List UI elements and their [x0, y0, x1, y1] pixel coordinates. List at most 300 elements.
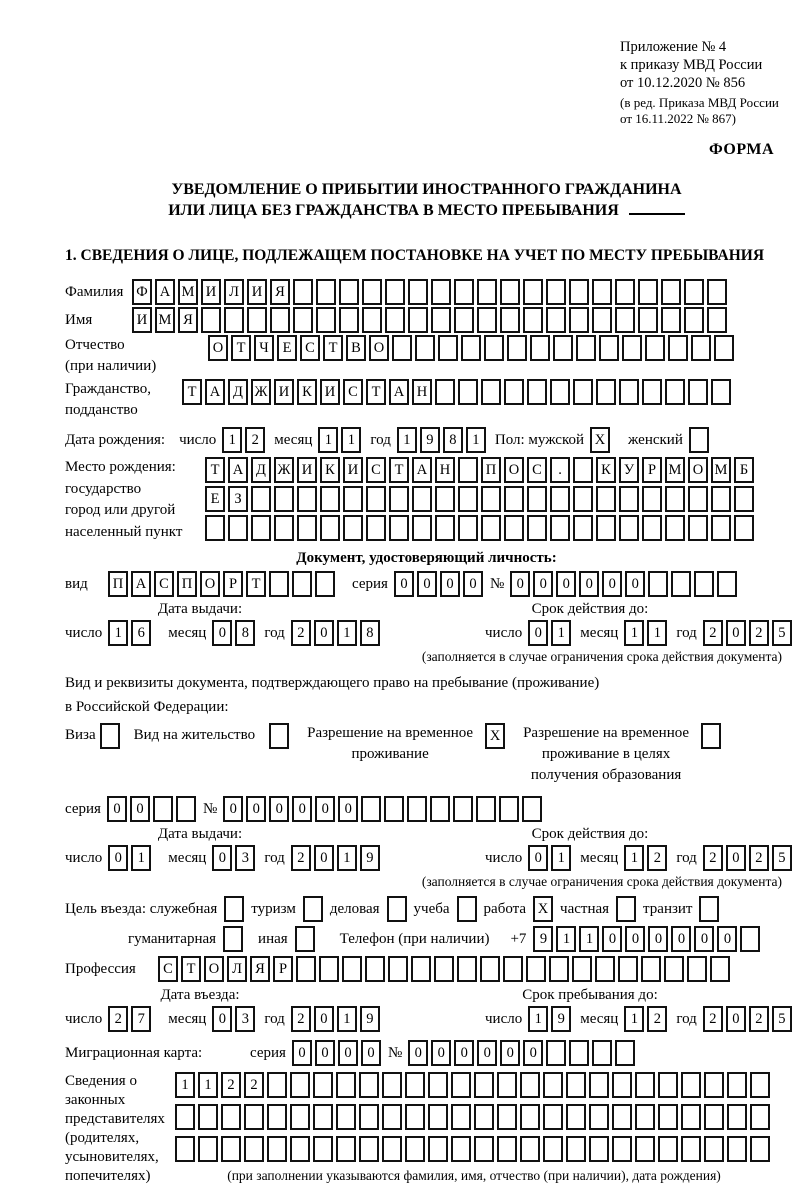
- char-box[interactable]: 0: [130, 796, 150, 822]
- char-box[interactable]: [474, 1104, 494, 1130]
- stay-day-input[interactable]: [528, 1006, 574, 1032]
- checkbox-female[interactable]: [689, 427, 709, 453]
- char-box[interactable]: [684, 307, 704, 333]
- stay-year-input[interactable]: [703, 1006, 795, 1032]
- char-box[interactable]: 1: [175, 1072, 195, 1098]
- char-box[interactable]: [710, 956, 730, 982]
- char-box[interactable]: [543, 1136, 563, 1162]
- char-box[interactable]: Б: [734, 457, 754, 483]
- char-box[interactable]: 1: [528, 1006, 548, 1032]
- char-box[interactable]: 8: [235, 620, 255, 646]
- char-box[interactable]: 6: [131, 620, 151, 646]
- char-box[interactable]: [405, 1136, 425, 1162]
- char-box[interactable]: [707, 307, 727, 333]
- char-box[interactable]: О: [504, 457, 524, 483]
- char-box[interactable]: [711, 515, 731, 541]
- char-box[interactable]: [461, 335, 481, 361]
- entry-month-input[interactable]: [212, 1006, 258, 1032]
- birth-place-input-3[interactable]: [205, 515, 757, 541]
- doc-valid-month-input[interactable]: [624, 620, 670, 646]
- char-box[interactable]: 0: [625, 571, 645, 597]
- char-box[interactable]: С: [300, 335, 320, 361]
- char-box[interactable]: [500, 307, 520, 333]
- char-box[interactable]: 0: [528, 620, 548, 646]
- char-box[interactable]: 7: [131, 1006, 151, 1032]
- char-box[interactable]: 0: [108, 845, 128, 871]
- stay-month-input[interactable]: [624, 1006, 670, 1032]
- char-box[interactable]: Т: [181, 956, 201, 982]
- char-box[interactable]: 1: [337, 845, 357, 871]
- char-box[interactable]: Е: [277, 335, 297, 361]
- char-box[interactable]: [293, 307, 313, 333]
- char-box[interactable]: 0: [223, 796, 243, 822]
- char-box[interactable]: [527, 486, 547, 512]
- char-box[interactable]: 9: [420, 427, 440, 453]
- char-box[interactable]: [269, 571, 289, 597]
- char-box[interactable]: 0: [212, 620, 232, 646]
- char-box[interactable]: 2: [749, 1006, 769, 1032]
- char-box[interactable]: 0: [726, 1006, 746, 1032]
- char-box[interactable]: [336, 1136, 356, 1162]
- char-box[interactable]: [412, 486, 432, 512]
- char-box[interactable]: 1: [318, 427, 338, 453]
- char-box[interactable]: Я: [250, 956, 270, 982]
- char-box[interactable]: [527, 515, 547, 541]
- char-box[interactable]: [198, 1104, 218, 1130]
- char-box[interactable]: [497, 1072, 517, 1098]
- char-box[interactable]: [247, 307, 267, 333]
- char-box[interactable]: 1: [337, 620, 357, 646]
- char-box[interactable]: А: [131, 571, 151, 597]
- char-box[interactable]: 0: [454, 1040, 474, 1066]
- char-box[interactable]: [671, 571, 691, 597]
- char-box[interactable]: 0: [500, 1040, 520, 1066]
- doc-issue-day-input[interactable]: [108, 620, 154, 646]
- char-box[interactable]: И: [132, 307, 152, 333]
- surname-input[interactable]: [132, 279, 730, 305]
- char-box[interactable]: 1: [198, 1072, 218, 1098]
- char-box[interactable]: .: [550, 457, 570, 483]
- char-box[interactable]: [339, 279, 359, 305]
- char-box[interactable]: [407, 796, 427, 822]
- char-box[interactable]: И: [201, 279, 221, 305]
- char-box[interactable]: [477, 279, 497, 305]
- char-box[interactable]: 8: [360, 620, 380, 646]
- char-box[interactable]: Л: [224, 279, 244, 305]
- char-box[interactable]: Н: [435, 457, 455, 483]
- char-box[interactable]: [438, 335, 458, 361]
- char-box[interactable]: [405, 1072, 425, 1098]
- char-box[interactable]: [543, 1072, 563, 1098]
- char-box[interactable]: 0: [292, 796, 312, 822]
- char-box[interactable]: 0: [431, 1040, 451, 1066]
- char-box[interactable]: 1: [337, 1006, 357, 1032]
- char-box[interactable]: 0: [463, 571, 483, 597]
- char-box[interactable]: [428, 1104, 448, 1130]
- char-box[interactable]: 0: [107, 796, 127, 822]
- profession-input[interactable]: [158, 956, 733, 982]
- checkbox-transit[interactable]: [699, 896, 719, 922]
- char-box[interactable]: Р: [223, 571, 243, 597]
- checkbox-other[interactable]: [295, 926, 315, 952]
- char-box[interactable]: [385, 307, 405, 333]
- char-box[interactable]: 0: [510, 571, 530, 597]
- char-box[interactable]: З: [228, 486, 248, 512]
- char-box[interactable]: Ф: [132, 279, 152, 305]
- char-box[interactable]: У: [619, 457, 639, 483]
- char-box[interactable]: 0: [556, 571, 576, 597]
- char-box[interactable]: [619, 515, 639, 541]
- char-box[interactable]: 2: [244, 1072, 264, 1098]
- char-box[interactable]: [592, 307, 612, 333]
- char-box[interactable]: [691, 335, 711, 361]
- char-box[interactable]: [481, 486, 501, 512]
- char-box[interactable]: С: [343, 379, 363, 405]
- char-box[interactable]: 0: [315, 796, 335, 822]
- char-box[interactable]: 1: [466, 427, 486, 453]
- char-box[interactable]: [612, 1136, 632, 1162]
- char-box[interactable]: Р: [273, 956, 293, 982]
- char-box[interactable]: [520, 1136, 540, 1162]
- char-box[interactable]: [292, 571, 312, 597]
- char-box[interactable]: 9: [533, 926, 553, 952]
- char-box[interactable]: [274, 515, 294, 541]
- char-box[interactable]: [497, 1136, 517, 1162]
- char-box[interactable]: [707, 279, 727, 305]
- birth-place-input-2[interactable]: [205, 486, 757, 512]
- doc-valid-year-input[interactable]: [703, 620, 795, 646]
- char-box[interactable]: [451, 1136, 471, 1162]
- char-box[interactable]: [389, 515, 409, 541]
- char-box[interactable]: [573, 486, 593, 512]
- char-box[interactable]: [589, 1104, 609, 1130]
- char-box[interactable]: [451, 1104, 471, 1130]
- res-issue-year-input[interactable]: [291, 845, 383, 871]
- char-box[interactable]: [415, 335, 435, 361]
- char-box[interactable]: [704, 1104, 724, 1130]
- char-box[interactable]: [566, 1136, 586, 1162]
- char-box[interactable]: [734, 515, 754, 541]
- char-box[interactable]: [251, 515, 271, 541]
- char-box[interactable]: [507, 335, 527, 361]
- char-box[interactable]: Т: [182, 379, 202, 405]
- doc-number-input[interactable]: [510, 571, 740, 597]
- char-box[interactable]: [251, 486, 271, 512]
- checkbox-business[interactable]: [387, 896, 407, 922]
- char-box[interactable]: [336, 1104, 356, 1130]
- char-box[interactable]: [569, 279, 589, 305]
- char-box[interactable]: [635, 1104, 655, 1130]
- char-box[interactable]: [727, 1136, 747, 1162]
- char-box[interactable]: Т: [205, 457, 225, 483]
- char-box[interactable]: [550, 515, 570, 541]
- char-box[interactable]: Л: [227, 956, 247, 982]
- char-box[interactable]: П: [481, 457, 501, 483]
- char-box[interactable]: Р: [642, 457, 662, 483]
- char-box[interactable]: 2: [245, 427, 265, 453]
- char-box[interactable]: 5: [772, 1006, 792, 1032]
- char-box[interactable]: 0: [338, 1040, 358, 1066]
- char-box[interactable]: [688, 379, 708, 405]
- char-box[interactable]: 0: [212, 1006, 232, 1032]
- char-box[interactable]: [589, 1072, 609, 1098]
- char-box[interactable]: [244, 1136, 264, 1162]
- char-box[interactable]: [612, 1072, 632, 1098]
- char-box[interactable]: [569, 307, 589, 333]
- char-box[interactable]: [615, 1040, 635, 1066]
- char-box[interactable]: [175, 1104, 195, 1130]
- char-box[interactable]: 0: [292, 1040, 312, 1066]
- char-box[interactable]: [681, 1072, 701, 1098]
- char-box[interactable]: [453, 796, 473, 822]
- char-box[interactable]: 1: [624, 845, 644, 871]
- char-box[interactable]: [573, 515, 593, 541]
- char-box[interactable]: [589, 1136, 609, 1162]
- res-valid-day-input[interactable]: [528, 845, 574, 871]
- char-box[interactable]: [477, 307, 497, 333]
- char-box[interactable]: [359, 1072, 379, 1098]
- char-box[interactable]: [549, 956, 569, 982]
- checkbox-tourism[interactable]: [303, 896, 323, 922]
- birth-month-input[interactable]: [318, 427, 364, 453]
- citizenship-input[interactable]: [182, 379, 734, 405]
- representatives-input-3[interactable]: [175, 1136, 773, 1162]
- char-box[interactable]: 1: [551, 845, 571, 871]
- char-box[interactable]: [592, 1040, 612, 1066]
- char-box[interactable]: [727, 1104, 747, 1130]
- char-box[interactable]: [635, 1136, 655, 1162]
- char-box[interactable]: О: [200, 571, 220, 597]
- char-box[interactable]: [658, 1072, 678, 1098]
- char-box[interactable]: [694, 571, 714, 597]
- char-box[interactable]: [573, 457, 593, 483]
- char-box[interactable]: [704, 1136, 724, 1162]
- char-box[interactable]: [704, 1072, 724, 1098]
- char-box[interactable]: М: [178, 279, 198, 305]
- char-box[interactable]: [454, 307, 474, 333]
- char-box[interactable]: М: [665, 457, 685, 483]
- char-box[interactable]: 0: [314, 1006, 334, 1032]
- char-box[interactable]: 0: [726, 620, 746, 646]
- char-box[interactable]: И: [274, 379, 294, 405]
- char-box[interactable]: [221, 1136, 241, 1162]
- char-box[interactable]: 0: [671, 926, 691, 952]
- char-box[interactable]: [717, 571, 737, 597]
- char-box[interactable]: [550, 486, 570, 512]
- char-box[interactable]: [711, 379, 731, 405]
- char-box[interactable]: [688, 486, 708, 512]
- char-box[interactable]: [313, 1104, 333, 1130]
- char-box[interactable]: К: [297, 379, 317, 405]
- char-box[interactable]: [315, 571, 335, 597]
- char-box[interactable]: [224, 307, 244, 333]
- char-box[interactable]: И: [320, 379, 340, 405]
- char-box[interactable]: Ч: [254, 335, 274, 361]
- char-box[interactable]: [484, 335, 504, 361]
- char-box[interactable]: [635, 1072, 655, 1098]
- char-box[interactable]: [618, 956, 638, 982]
- char-box[interactable]: [435, 379, 455, 405]
- char-box[interactable]: [642, 515, 662, 541]
- char-box[interactable]: [572, 956, 592, 982]
- char-box[interactable]: [316, 279, 336, 305]
- char-box[interactable]: 1: [341, 427, 361, 453]
- char-box[interactable]: [664, 956, 684, 982]
- char-box[interactable]: 2: [108, 1006, 128, 1032]
- char-box[interactable]: 0: [648, 926, 668, 952]
- char-box[interactable]: Д: [251, 457, 271, 483]
- char-box[interactable]: [296, 956, 316, 982]
- char-box[interactable]: [405, 1104, 425, 1130]
- char-box[interactable]: [431, 307, 451, 333]
- char-box[interactable]: 0: [523, 1040, 543, 1066]
- char-box[interactable]: 1: [108, 620, 128, 646]
- char-box[interactable]: [431, 279, 451, 305]
- char-box[interactable]: [750, 1072, 770, 1098]
- char-box[interactable]: [342, 956, 362, 982]
- char-box[interactable]: И: [247, 279, 267, 305]
- char-box[interactable]: [362, 307, 382, 333]
- birth-year-input[interactable]: [397, 427, 489, 453]
- char-box[interactable]: [457, 956, 477, 982]
- char-box[interactable]: [550, 379, 570, 405]
- char-box[interactable]: [727, 1072, 747, 1098]
- char-box[interactable]: [546, 279, 566, 305]
- char-box[interactable]: 9: [360, 1006, 380, 1032]
- char-box[interactable]: [290, 1104, 310, 1130]
- char-box[interactable]: 2: [647, 845, 667, 871]
- char-box[interactable]: 0: [602, 571, 622, 597]
- char-box[interactable]: [523, 307, 543, 333]
- char-box[interactable]: [503, 956, 523, 982]
- char-box[interactable]: 1: [579, 926, 599, 952]
- char-box[interactable]: [596, 379, 616, 405]
- char-box[interactable]: Е: [205, 486, 225, 512]
- char-box[interactable]: 8: [443, 427, 463, 453]
- char-box[interactable]: [553, 335, 573, 361]
- checkbox-temp-residence[interactable]: X: [485, 723, 505, 749]
- char-box[interactable]: 2: [703, 620, 723, 646]
- char-box[interactable]: 2: [291, 845, 311, 871]
- char-box[interactable]: 0: [579, 571, 599, 597]
- mig-series-input[interactable]: [292, 1040, 384, 1066]
- char-box[interactable]: 0: [726, 845, 746, 871]
- char-box[interactable]: [411, 956, 431, 982]
- patronymic-input[interactable]: [208, 335, 737, 361]
- char-box[interactable]: С: [158, 956, 178, 982]
- char-box[interactable]: 0: [477, 1040, 497, 1066]
- char-box[interactable]: [412, 515, 432, 541]
- char-box[interactable]: Ж: [274, 457, 294, 483]
- checkbox-humanitarian[interactable]: [223, 926, 243, 952]
- char-box[interactable]: М: [155, 307, 175, 333]
- char-box[interactable]: Д: [228, 379, 248, 405]
- char-box[interactable]: 0: [314, 845, 334, 871]
- char-box[interactable]: [474, 1072, 494, 1098]
- char-box[interactable]: [382, 1104, 402, 1130]
- char-box[interactable]: [384, 796, 404, 822]
- char-box[interactable]: К: [596, 457, 616, 483]
- char-box[interactable]: [293, 279, 313, 305]
- char-box[interactable]: [504, 486, 524, 512]
- char-box[interactable]: [388, 956, 408, 982]
- char-box[interactable]: [389, 486, 409, 512]
- char-box[interactable]: [385, 279, 405, 305]
- char-box[interactable]: К: [320, 457, 340, 483]
- char-box[interactable]: [658, 1104, 678, 1130]
- char-box[interactable]: [201, 307, 221, 333]
- char-box[interactable]: А: [205, 379, 225, 405]
- char-box[interactable]: [297, 515, 317, 541]
- char-box[interactable]: 5: [772, 620, 792, 646]
- char-box[interactable]: [313, 1072, 333, 1098]
- mig-number-input[interactable]: [408, 1040, 638, 1066]
- char-box[interactable]: [392, 335, 412, 361]
- char-box[interactable]: [566, 1072, 586, 1098]
- char-box[interactable]: Я: [270, 279, 290, 305]
- char-box[interactable]: [573, 379, 593, 405]
- char-box[interactable]: А: [389, 379, 409, 405]
- char-box[interactable]: [665, 515, 685, 541]
- char-box[interactable]: [316, 307, 336, 333]
- char-box[interactable]: [641, 956, 661, 982]
- char-box[interactable]: 0: [440, 571, 460, 597]
- char-box[interactable]: [290, 1136, 310, 1162]
- doc-valid-day-input[interactable]: [528, 620, 574, 646]
- char-box[interactable]: [343, 515, 363, 541]
- char-box[interactable]: [648, 571, 668, 597]
- char-box[interactable]: [366, 515, 386, 541]
- char-box[interactable]: 1: [551, 620, 571, 646]
- char-box[interactable]: Т: [323, 335, 343, 361]
- char-box[interactable]: [522, 796, 542, 822]
- char-box[interactable]: [596, 486, 616, 512]
- char-box[interactable]: [543, 1104, 563, 1130]
- char-box[interactable]: 9: [551, 1006, 571, 1032]
- char-box[interactable]: О: [208, 335, 228, 361]
- char-box[interactable]: [599, 335, 619, 361]
- char-box[interactable]: В: [346, 335, 366, 361]
- char-box[interactable]: М: [711, 457, 731, 483]
- char-box[interactable]: [430, 796, 450, 822]
- char-box[interactable]: Т: [246, 571, 266, 597]
- char-box[interactable]: 2: [291, 620, 311, 646]
- char-box[interactable]: 2: [749, 620, 769, 646]
- char-box[interactable]: [520, 1104, 540, 1130]
- char-box[interactable]: [274, 486, 294, 512]
- char-box[interactable]: [658, 1136, 678, 1162]
- char-box[interactable]: [408, 279, 428, 305]
- char-box[interactable]: [750, 1104, 770, 1130]
- char-box[interactable]: 0: [717, 926, 737, 952]
- char-box[interactable]: [523, 279, 543, 305]
- char-box[interactable]: [343, 486, 363, 512]
- char-box[interactable]: [569, 1040, 589, 1066]
- char-box[interactable]: [481, 379, 501, 405]
- char-box[interactable]: 0: [314, 620, 334, 646]
- char-box[interactable]: [228, 515, 248, 541]
- char-box[interactable]: [530, 335, 550, 361]
- char-box[interactable]: О: [688, 457, 708, 483]
- char-box[interactable]: [434, 956, 454, 982]
- char-box[interactable]: [297, 486, 317, 512]
- given-name-input[interactable]: [132, 307, 730, 333]
- char-box[interactable]: [615, 307, 635, 333]
- char-box[interactable]: [612, 1104, 632, 1130]
- char-box[interactable]: [198, 1136, 218, 1162]
- char-box[interactable]: [458, 515, 478, 541]
- char-box[interactable]: [642, 379, 662, 405]
